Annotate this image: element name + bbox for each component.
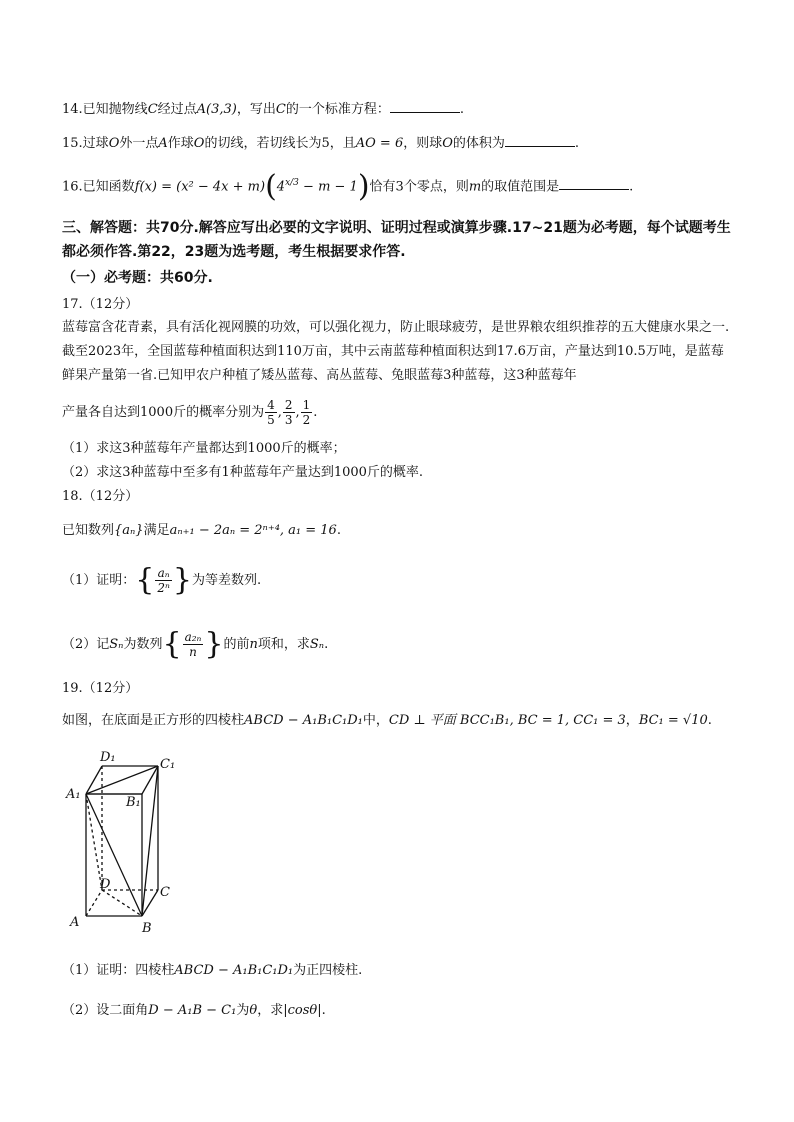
q18-text: 为等差数列. bbox=[191, 573, 262, 588]
q17-number: 17.（12分） bbox=[62, 297, 139, 312]
q14-text: ，写出 bbox=[236, 102, 276, 117]
label-c: C bbox=[160, 885, 170, 900]
q15-var: A bbox=[158, 136, 168, 151]
q18-text: 满足 bbox=[143, 523, 170, 538]
answer-blank bbox=[505, 134, 575, 147]
q16-function: f(x) = (x² − 4x + m) bbox=[134, 179, 266, 195]
q19-prism: ABCD − A₁B₁C₁D₁ bbox=[244, 713, 363, 728]
q18-part1: （1）证明：{ $\frac{\text{aₙ}}{\text{2ⁿ}}$ }为等差数列. bbox=[62, 562, 262, 598]
q15-text: 15.过球 bbox=[62, 136, 109, 151]
q14-var: C bbox=[275, 102, 286, 117]
q16-text: . bbox=[629, 179, 634, 195]
q17-body: 蓝莓富含花青素，具有活化视网膜的功效，可以强化视力，防止眼球疲劳，是世界粮农组织推荐的五大健康水果之一.截至2023年，全国蓝莓种植面积达到110万亩，其中云南蓝莓种植面积达到17.6万亩，产量达到10.5万吨，是蓝莓鲜果产量第一省.已知甲农户种植了矮丛蓝莓、高丛蓝莓、兔眼蓝莓3种蓝莓，这3种蓝莓年 bbox=[62, 320, 730, 383]
section-heading: 三、解答题：共70分.解答应写出必要的文字说明、证明过程或演算步骤.17~21题为必考题，每个试题考生都必须作答.第22，23题为选考题，考生根据要求作答. bbox=[62, 220, 731, 260]
q15-text: 的切线，若切线长为5，且 bbox=[204, 136, 356, 151]
fraction: $\frac{\text{a₂ₙ}}{n}$ bbox=[184, 630, 202, 659]
q15-var: O bbox=[193, 136, 205, 151]
q18-text: 已知数列 bbox=[62, 523, 115, 538]
q17-probabilities: 产量各自达到1000斤的概率分别为 $\frac{4}{5}$ , $\frac{2}{3}$ , $\frac{1}{2}$ . bbox=[62, 398, 318, 427]
answer-blank bbox=[559, 177, 629, 190]
label-a: A bbox=[70, 915, 80, 930]
q17-text: 产量各自达到1000斤的概率分别为 bbox=[62, 405, 265, 420]
q14-var: C bbox=[147, 102, 158, 117]
q19-abs-cos: |cosθ| bbox=[283, 1003, 322, 1018]
q14-text: 经过点 bbox=[157, 102, 197, 117]
q18-recurrence: aₙ₊₁ − 2aₙ = 2ⁿ⁺⁴, a₁ = 16 bbox=[169, 523, 337, 538]
question-14 bbox=[62, 100, 464, 119]
q19-angle: D − A₁B − C₁ bbox=[148, 1003, 237, 1018]
q15-text: . bbox=[574, 136, 580, 151]
q18-text: 的前 bbox=[223, 637, 250, 652]
question-15 bbox=[62, 134, 579, 153]
question-16: 16.已知函数$f(x) = (x^2 - 4x + m)(4^{x/3} - m - 1)$恰有3个零点，则m的取值范围是 . bbox=[62, 168, 634, 204]
q16-text: 恰有3个零点，则 bbox=[369, 179, 469, 195]
q14-text: 14.已知抛物线 bbox=[62, 102, 148, 117]
section-subheading: （一）必考题：共60分. bbox=[62, 270, 213, 286]
prism-figure bbox=[62, 748, 202, 938]
fraction: $\frac{2}{3}$ bbox=[284, 398, 293, 427]
q19-text: （2）设二面角 bbox=[62, 1003, 149, 1018]
q18-text: 为数列 bbox=[123, 637, 163, 652]
q15-text: 外一点 bbox=[119, 136, 159, 151]
q16-exp-rest: − m − 1 bbox=[298, 179, 358, 195]
q15-var: O bbox=[108, 136, 120, 151]
label-a1: A₁ bbox=[66, 787, 81, 802]
q19-text: 如图，在底面是正方形的四棱柱 bbox=[62, 713, 245, 728]
q19-text: 为正四棱柱. bbox=[293, 963, 363, 978]
label-d1: D₁ bbox=[100, 750, 116, 765]
q19-statement: 如图，在底面是正方形的四棱柱ABCD − A₁B₁C₁D₁中，CD ⊥ 平面 BCC₁B₁, BC = 1, CC₁ = 3，BC₁ = √10. bbox=[62, 713, 712, 728]
q15-text: ，则球 bbox=[403, 136, 443, 151]
q19-text: 中， bbox=[362, 713, 389, 728]
q18-number: 18.（12分） bbox=[62, 489, 139, 504]
q16-text: 16.已知函数 bbox=[62, 179, 135, 195]
q19-prism: ABCD − A₁B₁C₁D₁ bbox=[174, 963, 294, 978]
q19-condition: BC₁ = √10 bbox=[638, 713, 708, 728]
q19-text: ，求 bbox=[257, 1003, 284, 1018]
q18-text: 项和，求 bbox=[257, 637, 310, 652]
label-b1: B₁ bbox=[126, 795, 141, 810]
q17-part1: （1）求这3种蓝莓年产量都达到1000斤的概率； bbox=[62, 441, 346, 456]
q16-text: 的取值范围是 bbox=[481, 179, 560, 195]
q14-text: 的一个标准方程： bbox=[285, 102, 390, 117]
fraction: $\frac{\text{aₙ}}{\text{2ⁿ}}$ bbox=[157, 566, 170, 595]
q16-var: m bbox=[468, 179, 482, 195]
q18-var: n bbox=[249, 637, 258, 652]
label-d: D bbox=[100, 877, 111, 892]
q15-var: O bbox=[442, 136, 453, 151]
q18-text: （1）证明： bbox=[62, 573, 136, 588]
q19-condition: CD ⊥ 平面 BCC₁B₁, BC = 1, CC₁ = 3 bbox=[388, 713, 626, 728]
q16-exp-power: x/3 bbox=[285, 178, 299, 188]
q19-number: 19.（12分） bbox=[62, 681, 139, 696]
q19-text: ， bbox=[625, 713, 639, 728]
q16-exp-base: 4 bbox=[276, 179, 286, 195]
q18-statement: 已知数列{aₙ}满足aₙ₊₁ − 2aₙ = 2ⁿ⁺⁴, a₁ = 16. bbox=[62, 523, 341, 538]
q15-text: 作球 bbox=[167, 136, 194, 151]
q19-part2: （2）设二面角D − A₁B − C₁为θ，求|cosθ|. bbox=[62, 1003, 326, 1018]
q19-var: θ bbox=[249, 1003, 258, 1018]
q19-text: （1）证明：四棱柱 bbox=[62, 963, 175, 978]
q18-var: Sₙ bbox=[309, 637, 325, 652]
q17-part2: （2）求这3种蓝莓中至多有1种蓝莓年产量达到1000斤的概率. bbox=[62, 465, 424, 480]
q18-sequence: {aₙ} bbox=[114, 523, 144, 538]
fraction: $\frac{4}{5}$ bbox=[267, 398, 275, 427]
q19-text: 为 bbox=[236, 1003, 250, 1018]
label-c1: C₁ bbox=[160, 757, 176, 772]
q19-part1 bbox=[62, 962, 362, 980]
q18-part2: （2）记Sₙ为数列{ $\frac{\text{a₂ₙ}}{n}$ }的前n项和，求Sₙ. bbox=[62, 626, 329, 662]
q14-text: . bbox=[459, 102, 464, 117]
answer-blank bbox=[390, 100, 460, 113]
q15-eq: AO = 6 bbox=[355, 136, 404, 151]
label-b: B bbox=[142, 921, 152, 936]
q14-point: A(3,3) bbox=[196, 102, 237, 117]
q18-text: （2）记 bbox=[62, 637, 110, 652]
fraction: $\frac{1}{2}$ bbox=[302, 398, 311, 427]
q15-text: 的体积为 bbox=[452, 136, 505, 151]
q18-var: Sₙ bbox=[109, 637, 124, 652]
